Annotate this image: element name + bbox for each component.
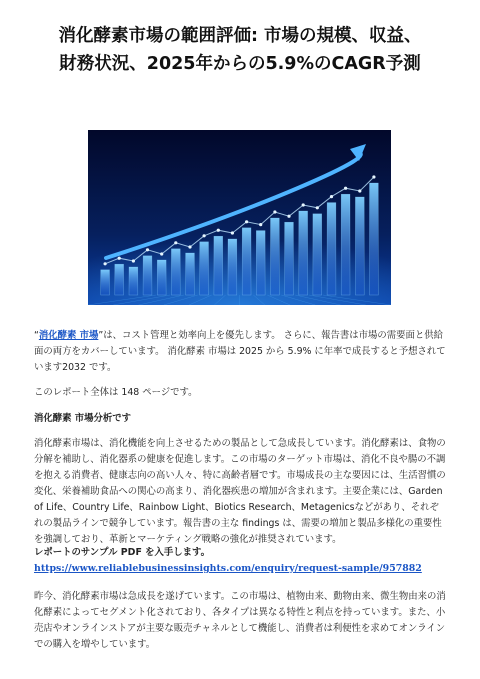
hero-image — [88, 130, 391, 305]
hero-bar — [157, 260, 166, 295]
hero-bar — [271, 218, 280, 295]
hero-trend-point — [188, 245, 191, 248]
sample-request-link[interactable]: https://www.reliablebusinessinsights.com/enquiry/request-sample/957882 — [34, 563, 422, 574]
page-count-text: このレポート全体は 148 ページです。 — [34, 387, 198, 398]
hero-trend-point — [146, 248, 149, 251]
hero-bar — [242, 228, 251, 295]
hero-trend-point — [104, 262, 107, 265]
hero-trend-point — [330, 195, 333, 198]
hero-bar — [327, 203, 336, 295]
hero-bar — [143, 256, 152, 295]
title-line-2: 財務状況、2025年からの5.9%のCAGR予測 — [59, 54, 421, 74]
sample-label: レポートのサンプル PDF を入手します。 — [34, 547, 210, 558]
hero-trend-point — [174, 241, 177, 244]
hero-trend-point — [344, 187, 347, 190]
hero-trend-point — [231, 231, 234, 234]
hero-bar — [115, 264, 124, 295]
analysis-paragraph: 消化酵素市場は、消化機能を向上させるための製品として急成長しています。消化酵素は、食物の分解を補助し、消化器系の健康を促進します。この市場のターゲット市場は、消化不良や腸の不調を抱える消費者、健康志向の高い人々、特に高齢者層です。市場成長の主な要因には、生活習慣の変化、栄養補助食品への関心の高まり、消化器疾患の増加が含まれます。主要企業には、Garden of Life、Country Life、Rainbow Light、Biotics Research、Metagenicsなどがあり、それぞれの製品ラインで競争しています。報告書の主な findings は、需要の増加と製品多様化の重要性を強調しており、革新とマーケティング戦略の強化が推奨されています。 — [34, 438, 446, 545]
hero-trend-point — [203, 234, 206, 237]
hero-bar — [285, 222, 294, 295]
analysis-heading: 消化酵素 市場分析です — [34, 413, 132, 424]
bar-chart-growth-illustration — [88, 130, 391, 305]
hero-bar — [101, 270, 110, 295]
hero-trend-point — [217, 229, 220, 232]
hero-trend-point — [132, 259, 135, 262]
hero-bar — [313, 214, 322, 295]
hero-trend-point — [273, 210, 276, 213]
hero-bar — [200, 242, 209, 295]
segment-paragraph: 昨今、消化酵素市場は急成長を遂げています。この市場は、植物由来、動物由来、微生物由来の消化酵素によってセグメント化されており、各タイプは異なる特性と利点を持っています。また、小売店やオンラインストアが主要な販売チャネルとして機能し、消費者は利便性を求めてオンラインでの購入を増やしています。 — [34, 591, 446, 650]
hero-trend-point — [372, 175, 375, 178]
hero-trend-point — [316, 206, 319, 209]
hero-bar — [228, 239, 237, 295]
hero-bar — [214, 236, 223, 295]
intro-paragraph — [34, 328, 448, 376]
hero-bar — [370, 183, 379, 295]
hero-bar — [171, 249, 180, 295]
intro-open-quote: “ — [34, 330, 39, 341]
hero-trend-point — [358, 189, 361, 192]
hero-trend-point — [302, 203, 305, 206]
market-keyword-link[interactable]: 消化酵素 市場 — [38, 330, 99, 341]
hero-bar — [186, 253, 195, 295]
hero-trend-point — [287, 215, 290, 218]
sample-request — [34, 545, 448, 577]
hero-trend-point — [118, 257, 121, 260]
page-title — [30, 22, 450, 78]
hero-bar — [355, 197, 364, 295]
title-line-1: 消化酵素市場の範囲評価: 市場の規模、収益、 — [58, 26, 422, 46]
intro-text: ”は、コスト管理と効率向上を優先します。 さらに、報告書は市場の需要面と供給面の両方をカバーしています。 消化酵素 市場は 2025 から 5.9% に年率で成長すると予想されています2032 です。 — [34, 330, 446, 373]
hero-bar — [129, 267, 138, 295]
hero-trend-point — [259, 223, 262, 226]
hero-bar — [299, 211, 308, 295]
hero-trend-point — [160, 252, 163, 255]
hero-bar — [341, 194, 350, 295]
hero-bar — [256, 231, 265, 295]
hero-trend-point — [245, 220, 248, 223]
